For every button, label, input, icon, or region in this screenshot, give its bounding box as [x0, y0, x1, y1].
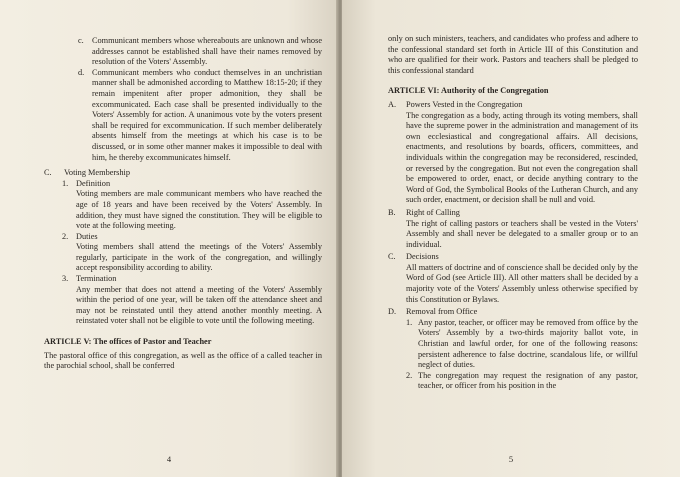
section-title: Removal from Office [406, 307, 478, 317]
left-page [0, 0, 338, 477]
subsection-text: Voting members are male communicant members who have reached the age of 18 years and have been received by the Voters' Assembly. In addition, they must have signed the constitution. They will be eligible to vote at the following meeting. [76, 189, 322, 231]
item-label: d. [78, 67, 85, 77]
item-label: c. [78, 36, 84, 45]
section-label: C. [388, 252, 396, 262]
section-label: B. [388, 207, 396, 217]
item-text: Communicant members who conduct themselves in an unchristian manner shall be admonished according to Matthew 18:15-20; if they remain impenitent after proper admonition, they shall be excommunicated. Each case shall be presented individually to the Voters' Assembly for action. A unanimous vote by the voters present shall be required for excommunication. If such member deliberately absents himself from the meetings at which his case is to be discussed, or in some other manner makes it impossible to deal with him, he thereby excommunicates himself. [92, 67, 322, 162]
section-text: The congregation as a body, acting through its voting members, shall have the supreme power in the administration and management of its own ecclesiastical and congregational affairs. All decisions, enactments, and resolutions by boards, officers, committees, and individuals within the congregation may be reconsidered, rescinded, or reversed by the congregation. But not even the congregation shall be empowered to order, enact, or decide anything contrary to the Word of God, the Symbolical Books of the Lutheran Church, and any such order, enactment, or decision shall be null and void. [406, 110, 638, 205]
section-b-right-of-calling [388, 208, 638, 250]
article-5-text: The pastoral office of this congregation, as well as the office of a called teacher in the parochial school, shall be conferred [44, 350, 322, 371]
page-number: 4 [166, 454, 172, 465]
item-text: Any pastor, teacher, or officer may be removed from office by the Voters' Assembly by a two-thirds majority ballot vote, in Christian and lawful order, for one of the following reasons: persistent adherence to false doctrine, scandalous life, or willful neglect of duties. [418, 317, 638, 370]
subsection-termination [44, 274, 322, 327]
right-page [342, 0, 680, 477]
item-text: The congregation may request the resignation of any pastor, teacher, or officer from his position in the [418, 370, 638, 391]
subsection-label: 2. [62, 231, 69, 241]
removal-item-2 [388, 371, 638, 392]
subsection-text: Any member that does not attend a meeting of the Voters' Assembly within the period of one year, will be taken off the attendance sheet and may not be reinstated until they attend another monthly meeting. A reinstated voter shall not be eligible to vote until the following meeting. [76, 284, 322, 326]
section-text: The right of calling pastors or teachers shall be vested in the Voters' Assembly and shall never be delegated to a smaller group or to an individual. [406, 218, 638, 249]
section-c-decisions [388, 252, 638, 305]
item-label: 2. [406, 370, 413, 380]
section-title: Powers Vested in the Congregation [406, 99, 523, 109]
section-text: All matters of doctrine and of conscience shall be decided only by the Word of God (see Article III). All other matters shall be decided by a majority vote of the Voters' Assembly unless otherwise specified by this Constitution or Bylaws. [406, 262, 638, 304]
subsection-label: 1. [62, 178, 69, 188]
subsection-definition [44, 179, 322, 232]
section-d-removal [388, 307, 638, 318]
item-text: Communicant members whose whereabouts are unknown and whose addresses cannot be established shall have their names removed by resolution of the Voters' Assembly. [92, 36, 322, 67]
article-6-heading: ARTICLE VI: Authority of the Congregation [388, 86, 549, 96]
section-title: Decisions [406, 252, 439, 262]
continued-text: only on such ministers, teachers, and candidates who profess and adhere to the confessional standard set forth in Article III of this Constitution and who are qualified for their work. Pastors and teachers shall be pledged to this confessional standard [388, 34, 638, 75]
section-c-voting-membership [44, 168, 322, 179]
subsection-title: Definition [76, 178, 111, 188]
section-label: A. [388, 99, 397, 109]
subsection-duties [44, 232, 322, 274]
section-title: Voting Membership [64, 168, 130, 178]
section-label: D. [388, 307, 397, 317]
list-item-c [44, 36, 322, 68]
removal-item-1 [388, 318, 638, 371]
subsection-label: 3. [62, 274, 69, 284]
subsection-text: Voting members shall attend the meetings of the Voters' Assembly regularly, participate in the work of the congregation, and willingly accept responsibility according to ability. [76, 242, 322, 273]
item-label: 1. [406, 317, 413, 327]
section-title: Right of Calling [406, 207, 460, 217]
page-number: 5 [508, 454, 514, 465]
article-5-heading: ARTICLE V: The offices of Pastor and Teacher [44, 337, 212, 347]
subsection-title: Termination [76, 274, 117, 284]
section-a-powers [388, 100, 638, 206]
subsection-title: Duties [76, 231, 98, 241]
section-label: C. [44, 168, 52, 178]
list-item-d [44, 68, 322, 163]
